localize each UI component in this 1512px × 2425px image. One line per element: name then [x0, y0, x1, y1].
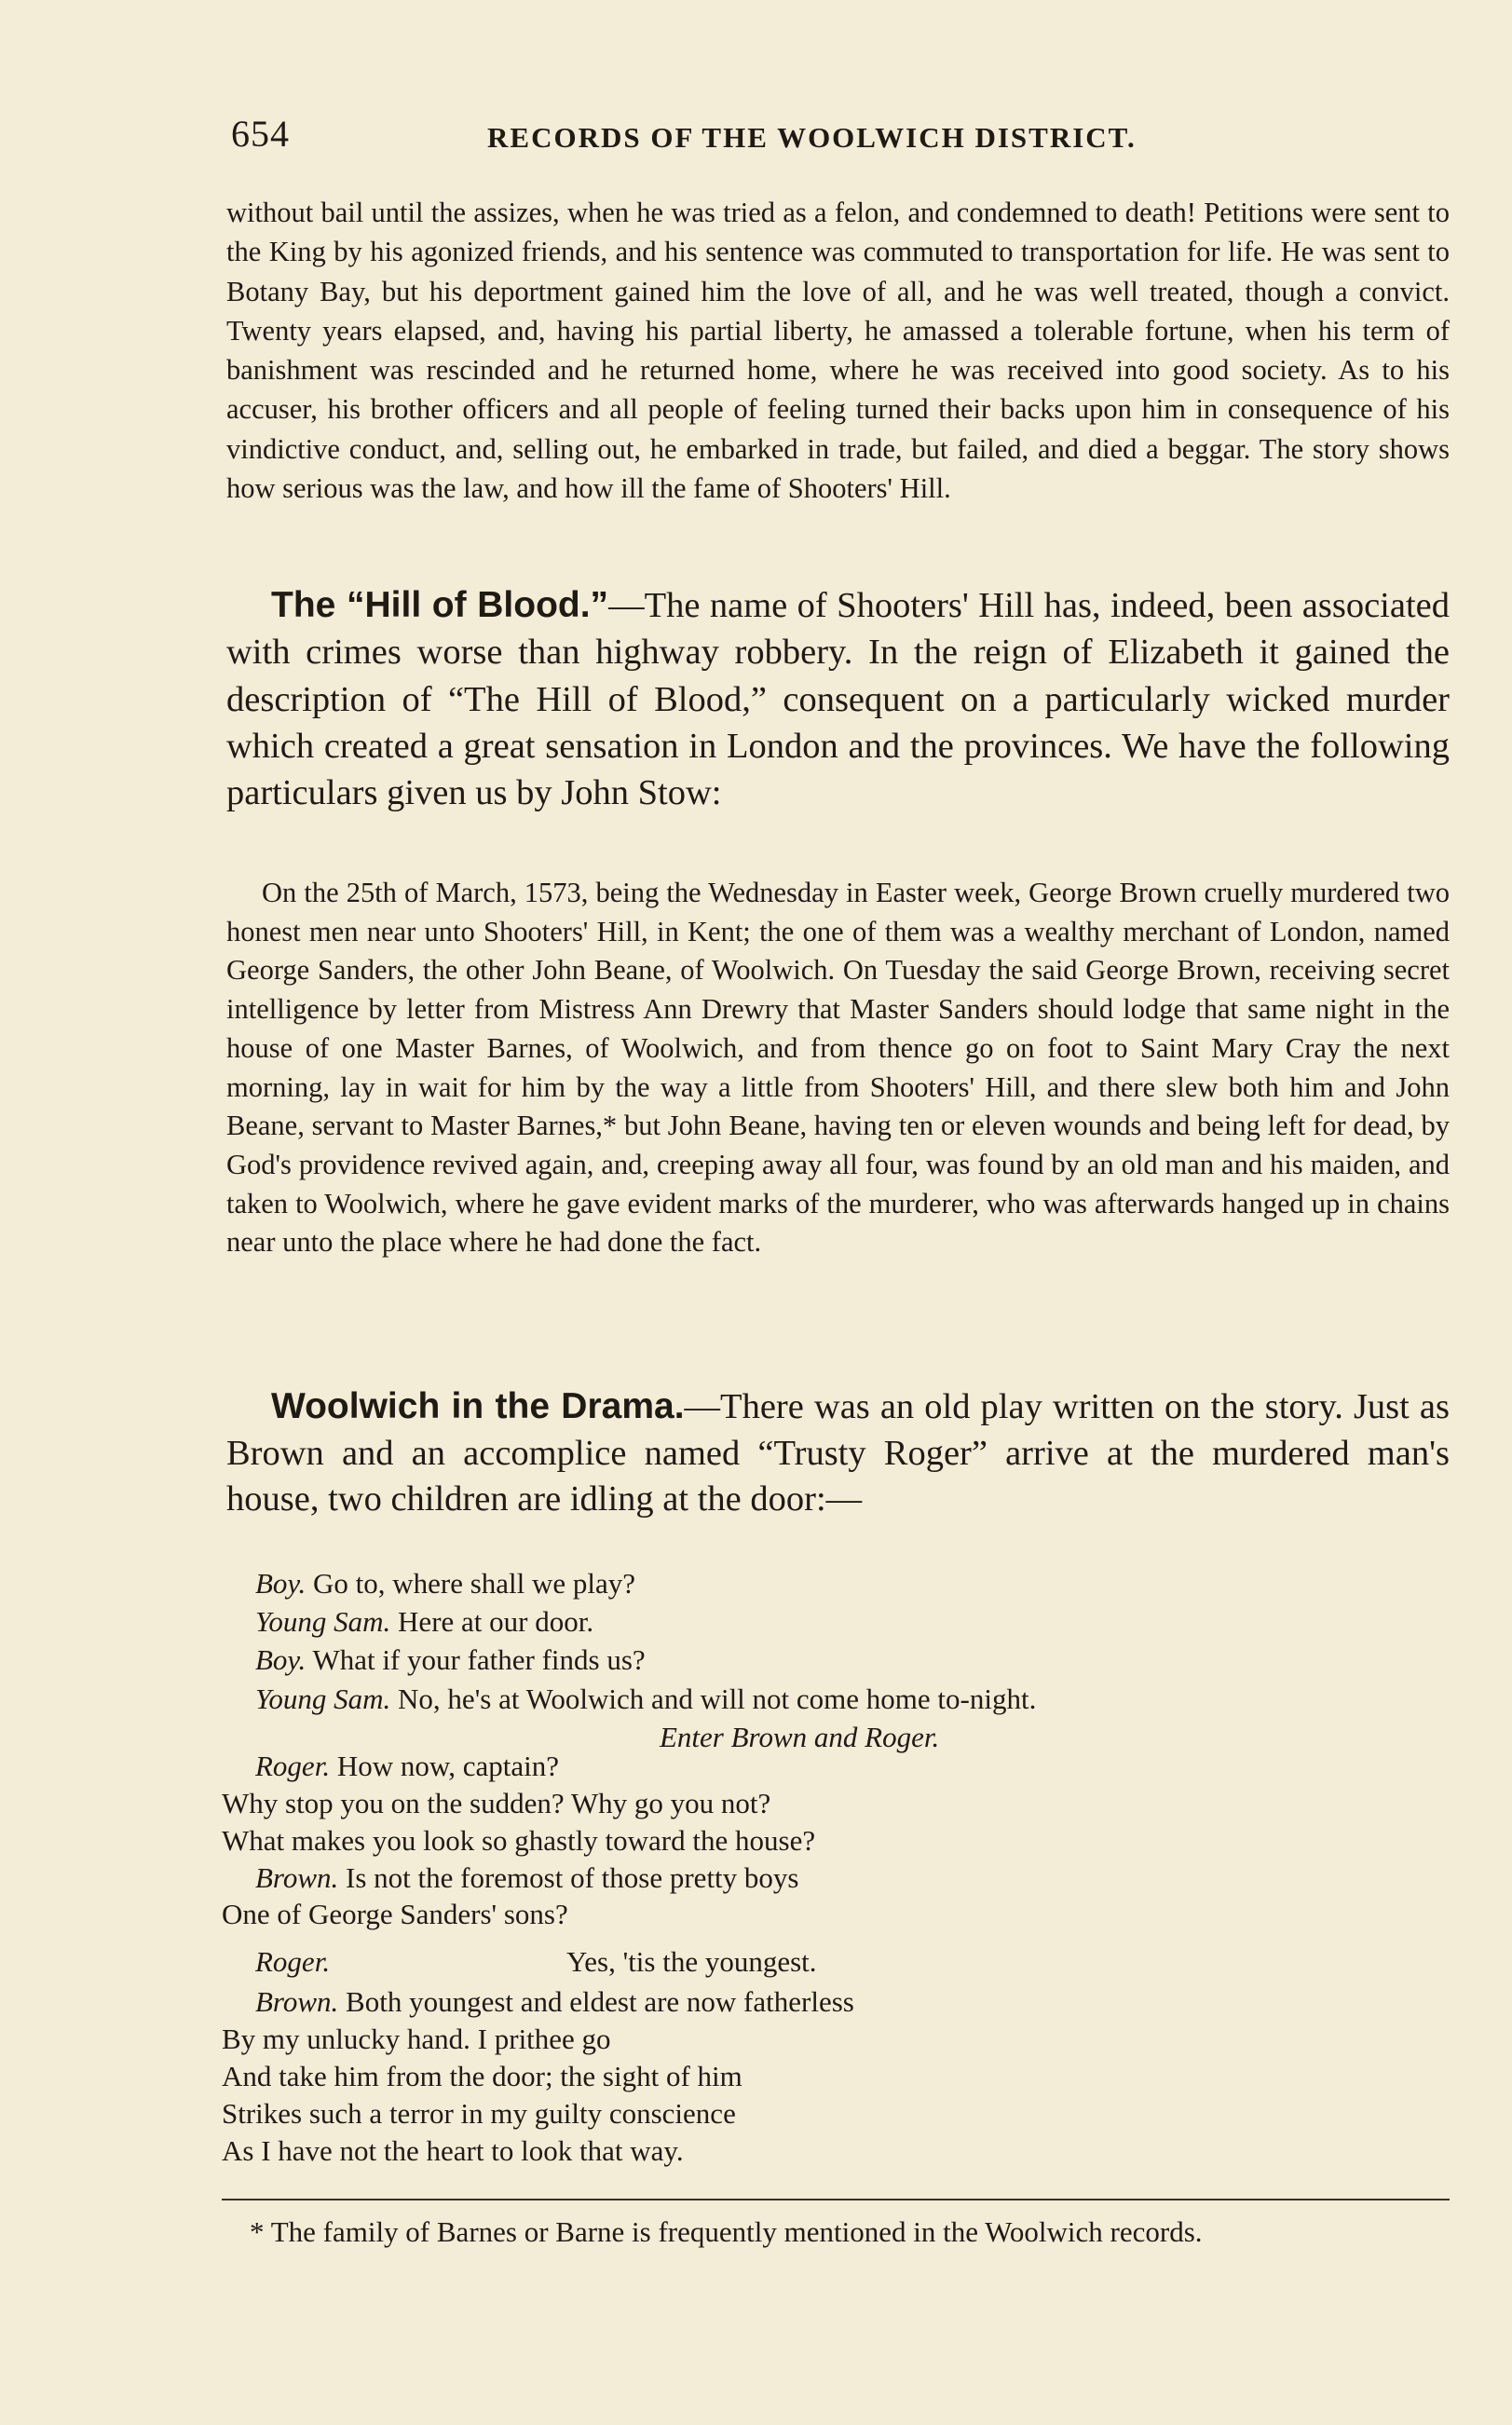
running-head: RECORDS OF THE WOOLWICH DISTRICT. — [487, 121, 1137, 154]
play-line: Why stop you on the sudden? Why go you not? — [222, 1787, 771, 1819]
spoken-line: How now, captain? — [330, 1750, 559, 1782]
play-line — [255, 1567, 635, 1601]
speaker-name: Brown. — [255, 1985, 339, 2018]
play-line — [255, 1985, 854, 2019]
drama-paragraph — [226, 1383, 1450, 1523]
spoken-line: No, he's at Woolwich and will not come home to-night. — [390, 1683, 1037, 1715]
play-line: And take him from the door; the sight of him — [222, 2060, 742, 2092]
stow-quotation-text: On the 25th of March, 1573, being the Wednesday in Easter week, George Brown cruelly murdered two honest men near unto Shooters' Hill, in Kent; the one of them was a wealthy merchant of London, named George Sanders, the other John Beane, of Woolwich. On Tuesday the said George Brown, receiving secret intelligence by letter from Mistress Ann Drewry that Master Sanders should lodge that same night in the house of one Master Barnes, of Woolwich, and from thence go on foot to Saint Mary Cray the next morning, lay in wait for him by the way a little from Shooters' Hill, and there slew both him and John Beane, servant to Master Barnes,* but John Beane, having ten or eleven wounds and being left for dead, by God's providence revived again, and, creeping away all four, was found by an old man and his maiden, and taken to Woolwich, where he gave evident marks of the murderer, who was afterwards hanged up in chains near unto the place where he had done the fact. — [226, 877, 1450, 1259]
opening-paragraph-text: without bail until the assizes, when he was tried as a felon, and condemned to death! Petitions were sent to the King by his agonized friends, and his sentence was commuted to transportation for life. He was sent to Botany Bay, but his deportment gained him the love of all, and he was well treated, though a convict. Twenty years elapsed, and, having his partial liberty, he amassed a tolerable fortune, when his term of banishment was rescinded and he returned home, where he was received into good society. As to his accuser, his brother officers and all people of feeling turned their backs upon him in consequence of his vindictive conduct, and, selling out, he embarked in trade, but failed, and died a beggar. The story shows how serious was the law, and how ill the fame of Shooters' Hill. — [226, 197, 1450, 505]
opening-paragraph — [226, 193, 1450, 508]
play-line-speaker-only — [255, 1945, 330, 1979]
spoken-line: Yes, 'tis the youngest. — [566, 1945, 817, 1978]
spoken-line: Is not the foremost of those pretty boys — [338, 1861, 799, 1894]
speaker-name: Roger. — [255, 1945, 331, 1978]
speaker-name: Roger. — [255, 1750, 331, 1782]
speaker-name: Young Sam. — [255, 1683, 391, 1715]
speaker-name: Young Sam. — [255, 1605, 391, 1638]
play-line: One of George Sanders' sons? — [222, 1898, 568, 1930]
play-line — [255, 1750, 559, 1783]
play-line — [255, 1683, 1036, 1716]
play-line — [255, 1605, 593, 1639]
footnote-rule — [222, 2199, 1450, 2200]
spoken-line: Both youngest and eldest are now fatherless — [338, 1985, 854, 2018]
spoken-line: Here at our door. — [390, 1605, 594, 1638]
hill-of-blood-text: —The name of Shooters' Hill has, indeed, been associated with crimes worse than highway robbery. In the reign of Elizabeth it gained the description of “The Hill of Blood,” consequent on a particularly wicked murder which created a great sensation in London and the provinces. We have the following particulars given us by John Stow: — [226, 586, 1450, 813]
play-line: By my unlucky hand. I prithee go — [222, 2023, 611, 2055]
play-line: Strikes such a terror in my guilty conscience — [222, 2097, 736, 2130]
page-header — [231, 112, 1442, 168]
spoken-line: Go to, where shall we play? — [306, 1567, 636, 1600]
speaker-name: Boy. — [255, 1643, 306, 1676]
stage-direction: Enter Brown and Roger. — [660, 1721, 940, 1753]
speaker-name: Boy. — [255, 1567, 306, 1600]
speaker-name: Brown. — [255, 1861, 339, 1894]
drama-heading: Woolwich in the Drama. — [271, 1386, 685, 1426]
stow-quotation — [226, 874, 1450, 1262]
play-line — [255, 1643, 646, 1677]
play-line: As I have not the heart to look that way. — [222, 2134, 684, 2167]
hill-of-blood-section — [226, 582, 1450, 816]
play-line: What makes you look so ghastly toward the house? — [222, 1824, 816, 1857]
page-number: 654 — [231, 113, 290, 155]
play-line — [255, 1861, 798, 1895]
drama-text: —There was an old play written on the story. Just as Brown and an accomplice named “Trusty Roger” arrive at the murdered man's house, two children are idling at the door:— — [226, 1387, 1451, 1519]
hill-of-blood-paragraph — [226, 582, 1450, 816]
spoken-line: What if your father finds us? — [306, 1643, 646, 1676]
drama-section — [226, 1383, 1450, 1523]
footnote: * The family of Barnes or Barne is frequently mentioned in the Woolwich records. — [250, 2215, 1203, 2248]
hill-of-blood-heading: The “Hill of Blood.” — [271, 585, 609, 625]
